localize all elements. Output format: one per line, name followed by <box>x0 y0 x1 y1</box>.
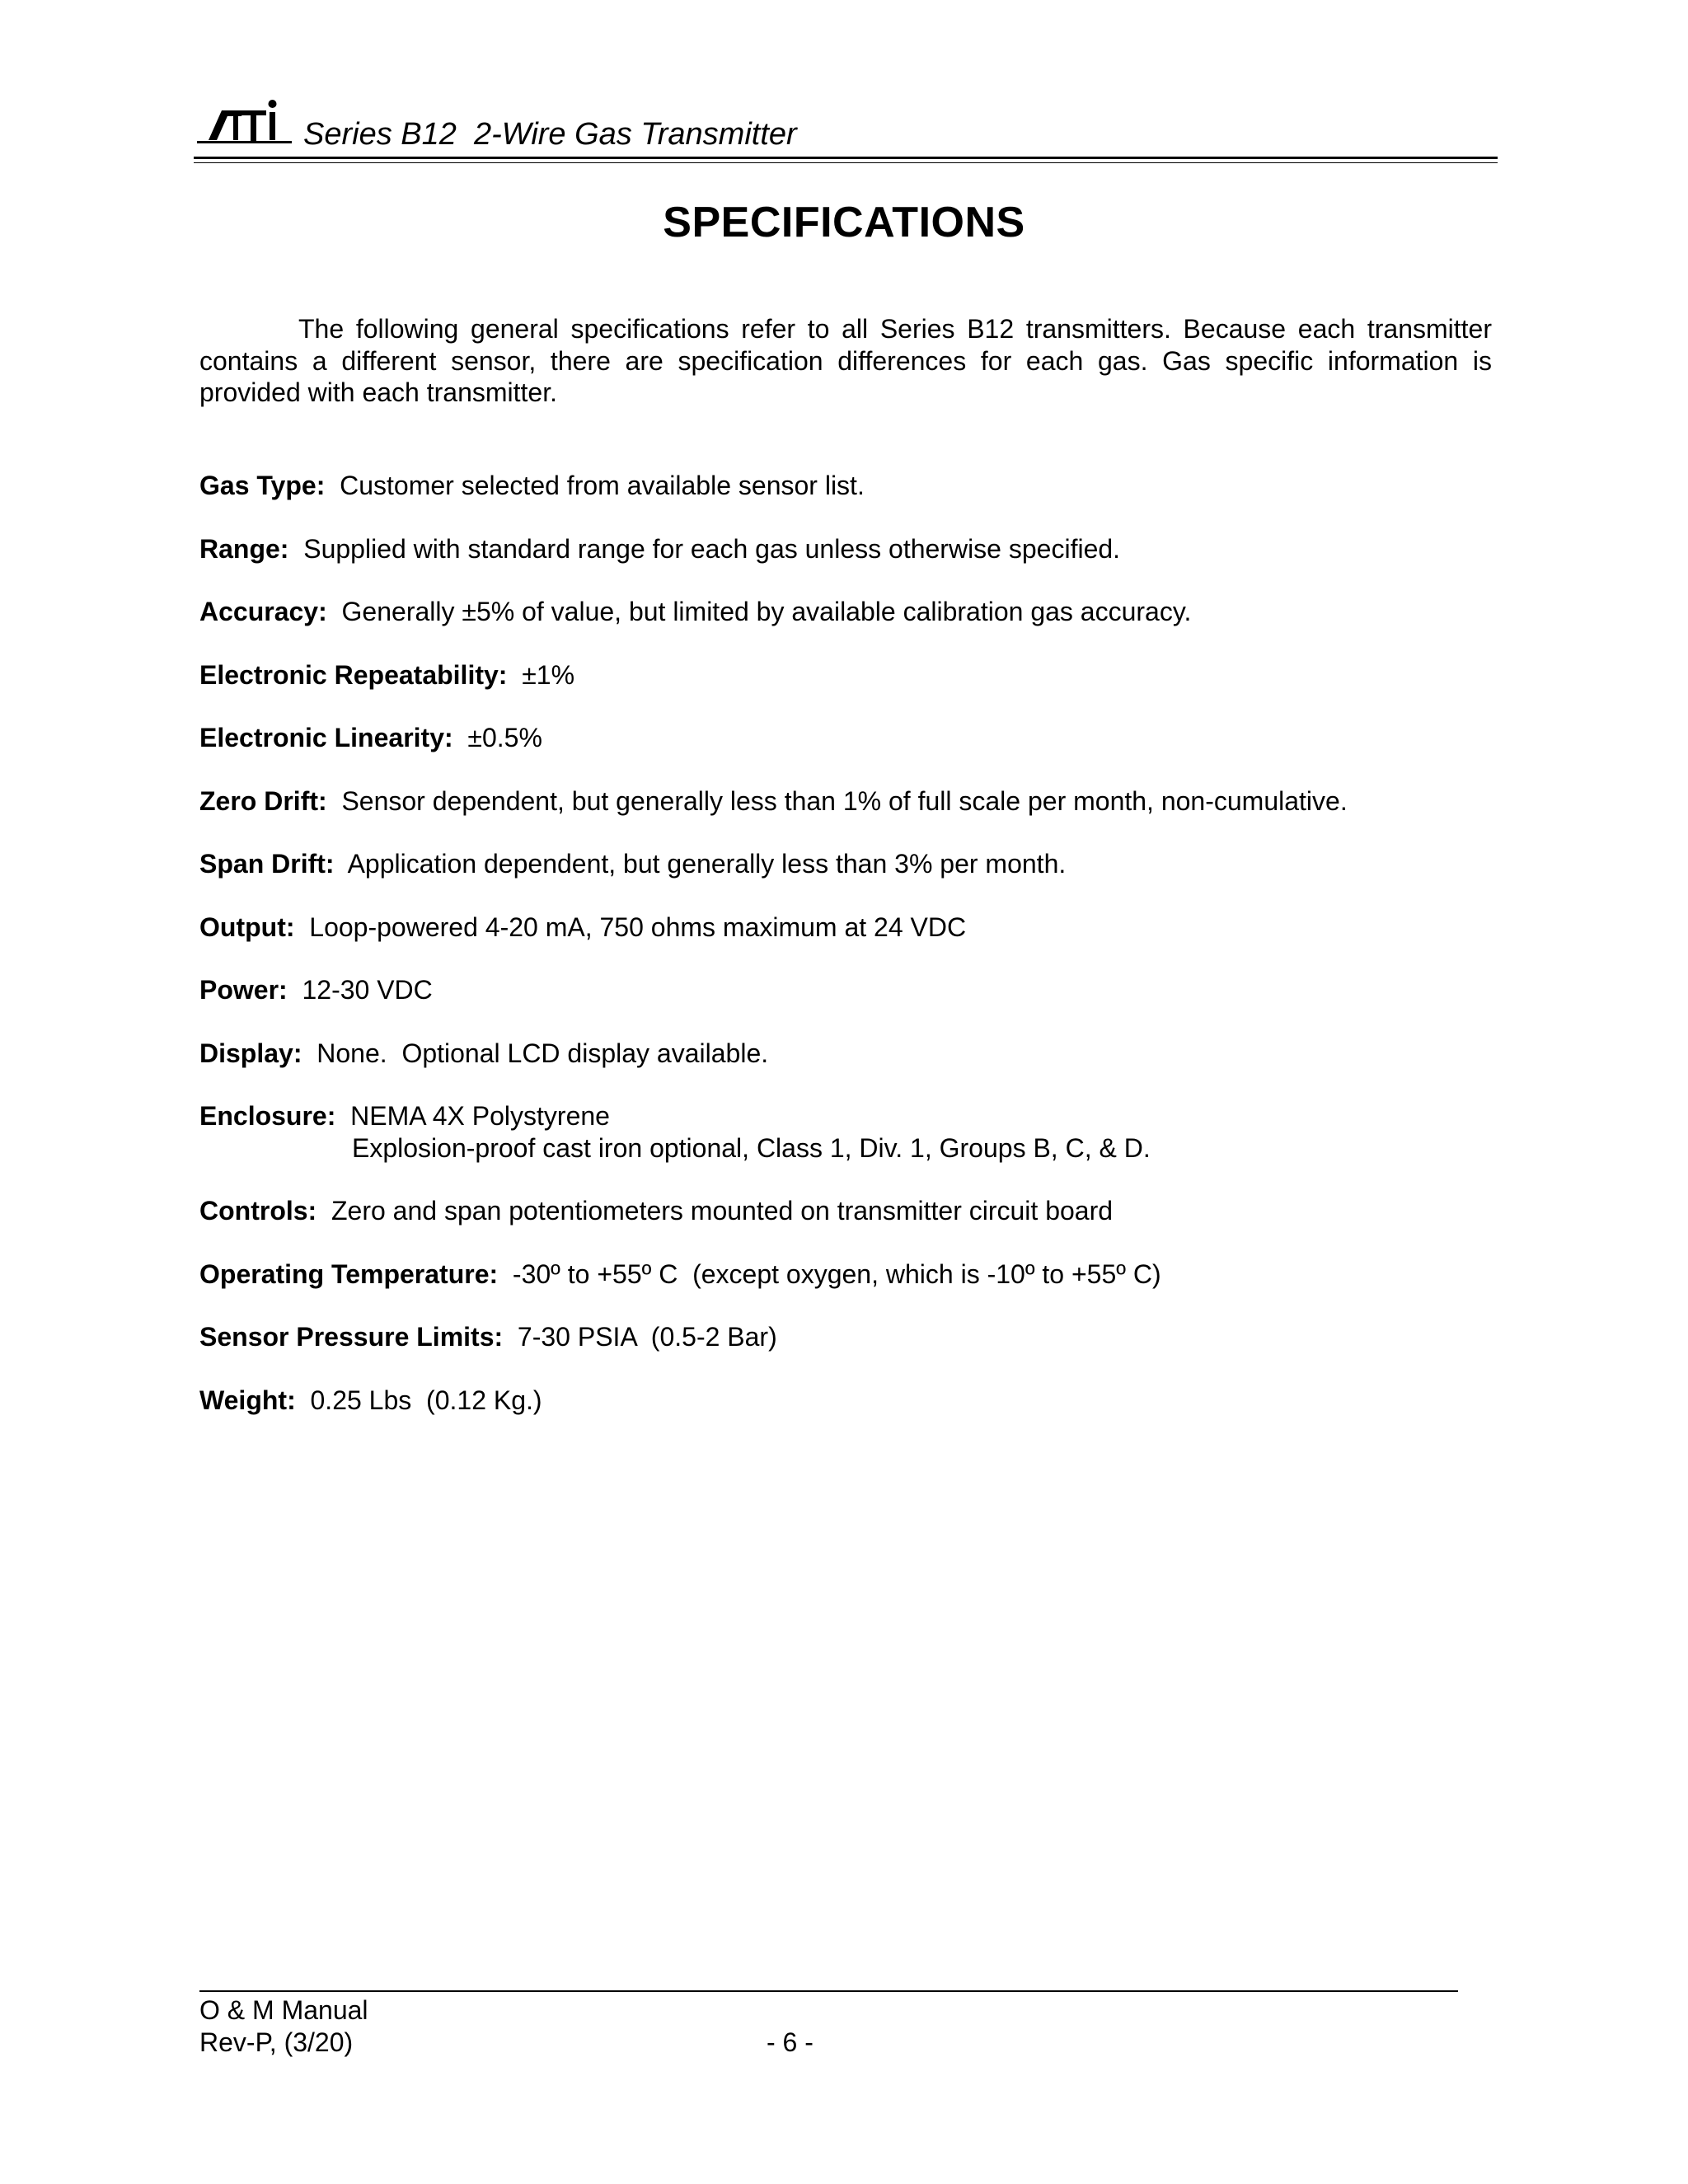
spec-display <box>199 1038 1492 1070</box>
spec-value-continuation: Explosion-proof cast iron optional, Class 1, Div. 1, Groups B, C, & D. <box>352 1132 1151 1163</box>
spec-sensor-pressure-limits <box>199 1321 1492 1353</box>
spec-label: Span Drift: <box>199 849 335 879</box>
spec-label: Sensor Pressure Limits: <box>199 1322 504 1352</box>
spec-label: Operating Temperature: <box>199 1258 499 1289</box>
spec-label: Gas Type: <box>199 471 326 500</box>
spec-value: 12-30 VDC <box>302 975 433 1005</box>
ati-logo <box>197 97 292 148</box>
spec-weight <box>199 1385 1492 1417</box>
spec-label: Electronic Linearity: <box>199 723 453 752</box>
spec-label: Range: <box>199 533 289 564</box>
spec-label: Output: <box>199 912 295 942</box>
spec-value: Supplied with standard range for each gas unless otherwise specified. <box>303 533 1121 564</box>
spec-value: Application dependent, but generally less than 3% per month. <box>347 849 1067 879</box>
spec-zero-drift <box>199 785 1492 818</box>
header-rule-thin <box>194 162 1498 163</box>
spec-label: Zero Drift: <box>199 785 327 816</box>
spec-label: Enclosure: <box>199 1101 336 1131</box>
spec-label: Electronic Repeatability: <box>199 659 508 690</box>
footer-rule <box>199 1990 1458 1992</box>
spec-value: Generally ±5% of value, but limited by available calibration gas accuracy. <box>341 597 1192 626</box>
spec-value: Customer selected from available sensor list. <box>340 471 865 500</box>
spec-output <box>199 912 1492 944</box>
page-title: SPECIFICATIONS <box>663 199 1025 246</box>
spec-value: Sensor dependent, but generally less than 1% of full scale per month, non-cumulative. <box>341 785 1348 816</box>
spec-label: Power: <box>199 975 288 1005</box>
page-header <box>194 97 1498 163</box>
spec-value: 0.25 Lbs (0.12 Kg.) <box>310 1385 542 1415</box>
spec-list <box>199 470 1492 1447</box>
spec-accuracy <box>199 596 1492 628</box>
spec-controls <box>199 1195 1492 1227</box>
intro-paragraph: The following general specifications refer to all Series B12 transmitters. Because each transmitter contains a different sensor, there are specification differences for each gas. Gas specific information is provided with each transmitter. <box>199 314 1492 407</box>
spec-enclosure <box>199 1100 1492 1164</box>
spec-power <box>199 974 1492 1006</box>
spec-label: Accuracy: <box>199 597 327 626</box>
spec-operating-temperature <box>199 1258 1492 1291</box>
page-number: - 6 - <box>767 2027 814 2057</box>
spec-range <box>199 533 1492 565</box>
footer-manual: O & M Manual <box>199 1995 368 2025</box>
header-rule-thick <box>194 157 1498 159</box>
spec-value: Zero and span potentiometers mounted on transmitter circuit board <box>331 1196 1114 1226</box>
spec-value: -30º to +55º C (except oxygen, which is -10º to +55º C) <box>512 1258 1161 1289</box>
spec-label: Weight: <box>199 1385 296 1415</box>
spec-value: None. Optional LCD display available. <box>316 1038 769 1068</box>
spec-value: 7-30 PSIA (0.5-2 Bar) <box>517 1322 777 1352</box>
footer-revision: Rev-P, (3/20) <box>199 2027 354 2057</box>
spec-electronic-linearity <box>199 722 1492 754</box>
spec-label: Controls: <box>199 1196 317 1226</box>
spec-value: NEMA 4X Polystyrene <box>350 1101 610 1131</box>
spec-value: ±0.5% <box>467 723 542 752</box>
spec-value: ±1% <box>522 659 575 690</box>
spec-span-drift <box>199 848 1492 880</box>
header-title: Series B12 2-Wire Gas Transmitter <box>303 117 797 152</box>
spec-electronic-repeatability <box>199 659 1492 691</box>
spec-gas-type <box>199 470 1492 502</box>
spec-value: Loop-powered 4-20 mA, 750 ohms maximum at 24 VDC <box>309 912 967 942</box>
spec-label: Display: <box>199 1038 302 1068</box>
